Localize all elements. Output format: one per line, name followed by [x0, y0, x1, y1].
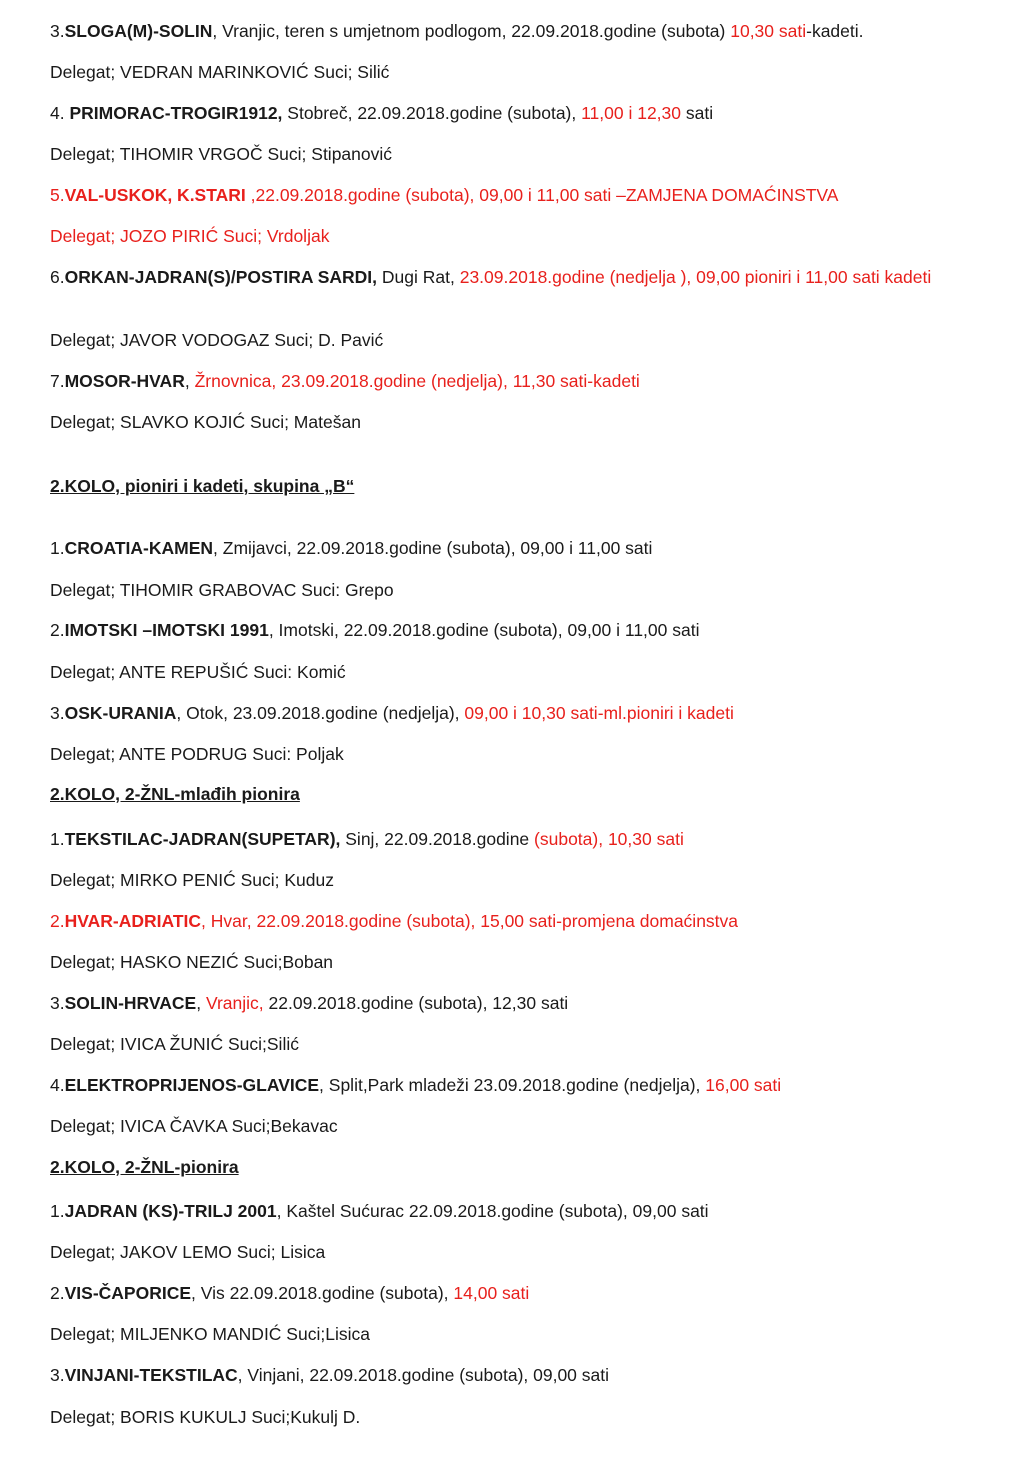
text-segment: 1.: [50, 1201, 65, 1221]
match-line: [50, 829, 980, 850]
text-segment: OSK-URANIA: [64, 703, 177, 723]
text-segment: Delegat; BORIS KUKULJ Suci;Kukulj D.: [50, 1407, 361, 1427]
text-segment: PRIMORAC-TROGIR1912,: [69, 103, 283, 123]
delegate-line: [50, 1034, 980, 1055]
text-segment: 1.: [50, 538, 65, 558]
text-segment: sati: [681, 103, 714, 123]
text-segment: Delegat; HASKO NEZIĆ Suci;Boban: [50, 952, 334, 972]
text-segment: Delegat; TIHOMIR GRABOVAC Suci: Grepo: [50, 580, 394, 600]
text-segment: 2.KOLO, 2-ŽNL-pionira: [50, 1157, 239, 1177]
delegate-line: [50, 1407, 980, 1428]
match-line: [50, 185, 980, 206]
text-segment: 3.: [50, 21, 65, 41]
text-segment: Sinj, 22.09.2018.godine: [340, 829, 535, 849]
text-segment: Žrnovnica, 23.09.2018.godine (nedjelja), 11,30 sati-kadeti: [194, 371, 640, 391]
text-segment: , Vis 22.09.2018.godine (subota),: [191, 1283, 454, 1303]
text-segment: Delegat; IVICA ŽUNIĆ Suci;Silić: [50, 1034, 299, 1054]
text-segment: CROATIA-KAMEN: [64, 538, 214, 558]
match-line: [50, 911, 980, 932]
text-segment: 2.: [50, 620, 65, 640]
text-segment: Delegat; ANTE PODRUG Suci: Poljak: [50, 744, 344, 764]
text-segment: MOSOR-HVAR: [64, 371, 185, 391]
text-segment: , Zmijavci, 22.09.2018.godine (subota), 09,00 i 11,00 sati: [213, 538, 653, 558]
text-segment: Delegat; IVICA ČAVKA Suci;Bekavac: [50, 1116, 338, 1136]
text-segment: ,: [196, 993, 206, 1013]
delegate-line: [50, 62, 980, 83]
text-segment: , Imotski, 22.09.2018.godine (subota), 09,00 i 11,00 sati: [268, 620, 700, 640]
match-line: [50, 267, 980, 288]
text-segment: IMOTSKI –IMOTSKI 1991: [64, 620, 269, 640]
text-segment: 4.: [50, 103, 70, 123]
section-heading: [50, 1157, 980, 1178]
match-line: [50, 1075, 980, 1096]
match-line: [50, 538, 980, 559]
text-segment: VIS-ČAPORICE: [64, 1283, 192, 1303]
text-segment: 5.: [50, 185, 65, 205]
match-line: [50, 1283, 980, 1304]
text-segment: ,: [184, 371, 195, 391]
match-line: [50, 1201, 980, 1222]
text-segment: 14,00 sati: [453, 1283, 530, 1303]
text-segment: 3.: [50, 1365, 65, 1385]
delegate-line: [50, 744, 980, 765]
text-segment: 6.: [50, 267, 65, 287]
text-segment: 2.KOLO, pioniri i kadeti, skupina „B“: [50, 476, 355, 496]
match-line: [50, 703, 980, 724]
delegate-line: [50, 412, 980, 433]
match-line: [50, 1365, 980, 1386]
text-segment: 2.: [50, 1283, 65, 1303]
text-segment: Delegat; MILJENKO MANDIĆ Suci;Lisica: [50, 1324, 370, 1344]
text-segment: -kadeti.: [806, 21, 864, 41]
delegate-line: [50, 870, 980, 891]
text-segment: , Hvar, 22.09.2018.godine (subota), 15,00 sati-promjena domaćinstva: [201, 911, 739, 931]
text-segment: ,22.09.2018.godine (subota), 09,00 i 11,00 sati –ZAMJENA DOMAĆINSTVA: [245, 185, 839, 205]
text-segment: 16,00 sati: [705, 1075, 782, 1095]
text-segment: 22.09.2018.godine (subota), 12,30 sati: [263, 993, 569, 1013]
text-segment: Dugi Rat,: [377, 267, 460, 287]
text-segment: VAL-USKOK, K.STARI: [64, 185, 246, 205]
text-segment: Delegat; SLAVKO KOJIĆ Suci; Matešan: [50, 412, 361, 432]
text-segment: 10,30 sati: [730, 21, 807, 41]
text-segment: 09,00 i 10,30 sati-ml.pioniri i kadeti: [464, 703, 734, 723]
text-segment: (subota), 10,30 sati: [534, 829, 684, 849]
delegate-line: [50, 1116, 980, 1137]
delegate-line: [50, 1242, 980, 1263]
section-heading: [50, 784, 980, 805]
text-segment: TEKSTILAC-JADRAN(SUPETAR),: [64, 829, 341, 849]
text-segment: VINJANI-TEKSTILAC: [64, 1365, 238, 1385]
text-segment: , Vinjani, 22.09.2018.godine (subota), 09,00 sati: [237, 1365, 610, 1385]
text-segment: 4.: [50, 1075, 65, 1095]
delegate-line: [50, 580, 980, 601]
text-segment: Delegat; JOZO PIRIĆ Suci; Vrdoljak: [50, 226, 330, 246]
text-segment: SLOGA(M)-SOLIN: [64, 21, 213, 41]
text-segment: 7.: [50, 371, 65, 391]
text-segment: Delegat; VEDRAN MARINKOVIĆ Suci; Silić: [50, 62, 390, 82]
text-segment: , Kaštel Sućurac 22.09.2018.godine (subota), 09,00 sati: [276, 1201, 709, 1221]
text-segment: SOLIN-HRVACE: [64, 993, 197, 1013]
text-segment: HVAR-ADRIATIC: [64, 911, 202, 931]
text-segment: , Vranjic, teren s umjetnom podlogom, 22.09.2018.godine (subota): [212, 21, 731, 41]
match-line: [50, 21, 980, 42]
text-segment: Stobreč, 22.09.2018.godine (subota),: [282, 103, 582, 123]
text-segment: 2.: [50, 911, 65, 931]
text-segment: 23.09.2018.godine (nedjelja ), 09,00 pioniri i 11,00 sati kadeti: [459, 267, 932, 287]
delegate-line: [50, 144, 980, 165]
text-segment: Delegat; JAVOR VODOGAZ Suci; D. Pavić: [50, 330, 384, 350]
text-segment: 1.: [50, 829, 65, 849]
match-line: [50, 993, 980, 1014]
text-segment: JADRAN (KS)-TRILJ 2001: [64, 1201, 277, 1221]
text-segment: Delegat; ANTE REPUŠIĆ Suci: Komić: [50, 662, 346, 682]
delegate-line: [50, 226, 980, 247]
text-segment: , Split,Park mladeži 23.09.2018.godine (nedjelja),: [319, 1075, 706, 1095]
match-line: [50, 620, 980, 641]
text-segment: Vranjic,: [205, 993, 264, 1013]
text-segment: 3.: [50, 993, 65, 1013]
text-segment: Delegat; MIRKO PENIĆ Suci; Kuduz: [50, 870, 334, 890]
text-segment: 2.KOLO, 2-ŽNL-mlađih pionira: [50, 784, 300, 804]
text-segment: Delegat; TIHOMIR VRGOČ Suci; Stipanović: [50, 144, 393, 164]
delegate-line: [50, 1324, 980, 1345]
text-segment: 11,00 i 12,30: [581, 103, 682, 123]
text-segment: Delegat; JAKOV LEMO Suci; Lisica: [50, 1242, 326, 1262]
delegate-line: [50, 662, 980, 683]
match-line: [50, 371, 980, 392]
delegate-line: [50, 330, 980, 351]
delegate-line: [50, 952, 980, 973]
section-heading: [50, 476, 980, 497]
match-line: [50, 103, 980, 124]
text-segment: ORKAN-JADRAN(S)/POSTIRA SARDI,: [64, 267, 378, 287]
text-segment: , Otok, 23.09.2018.godine (nedjelja),: [176, 703, 465, 723]
text-segment: ELEKTROPRIJENOS-GLAVICE: [64, 1075, 320, 1095]
text-segment: 3.: [50, 703, 65, 723]
